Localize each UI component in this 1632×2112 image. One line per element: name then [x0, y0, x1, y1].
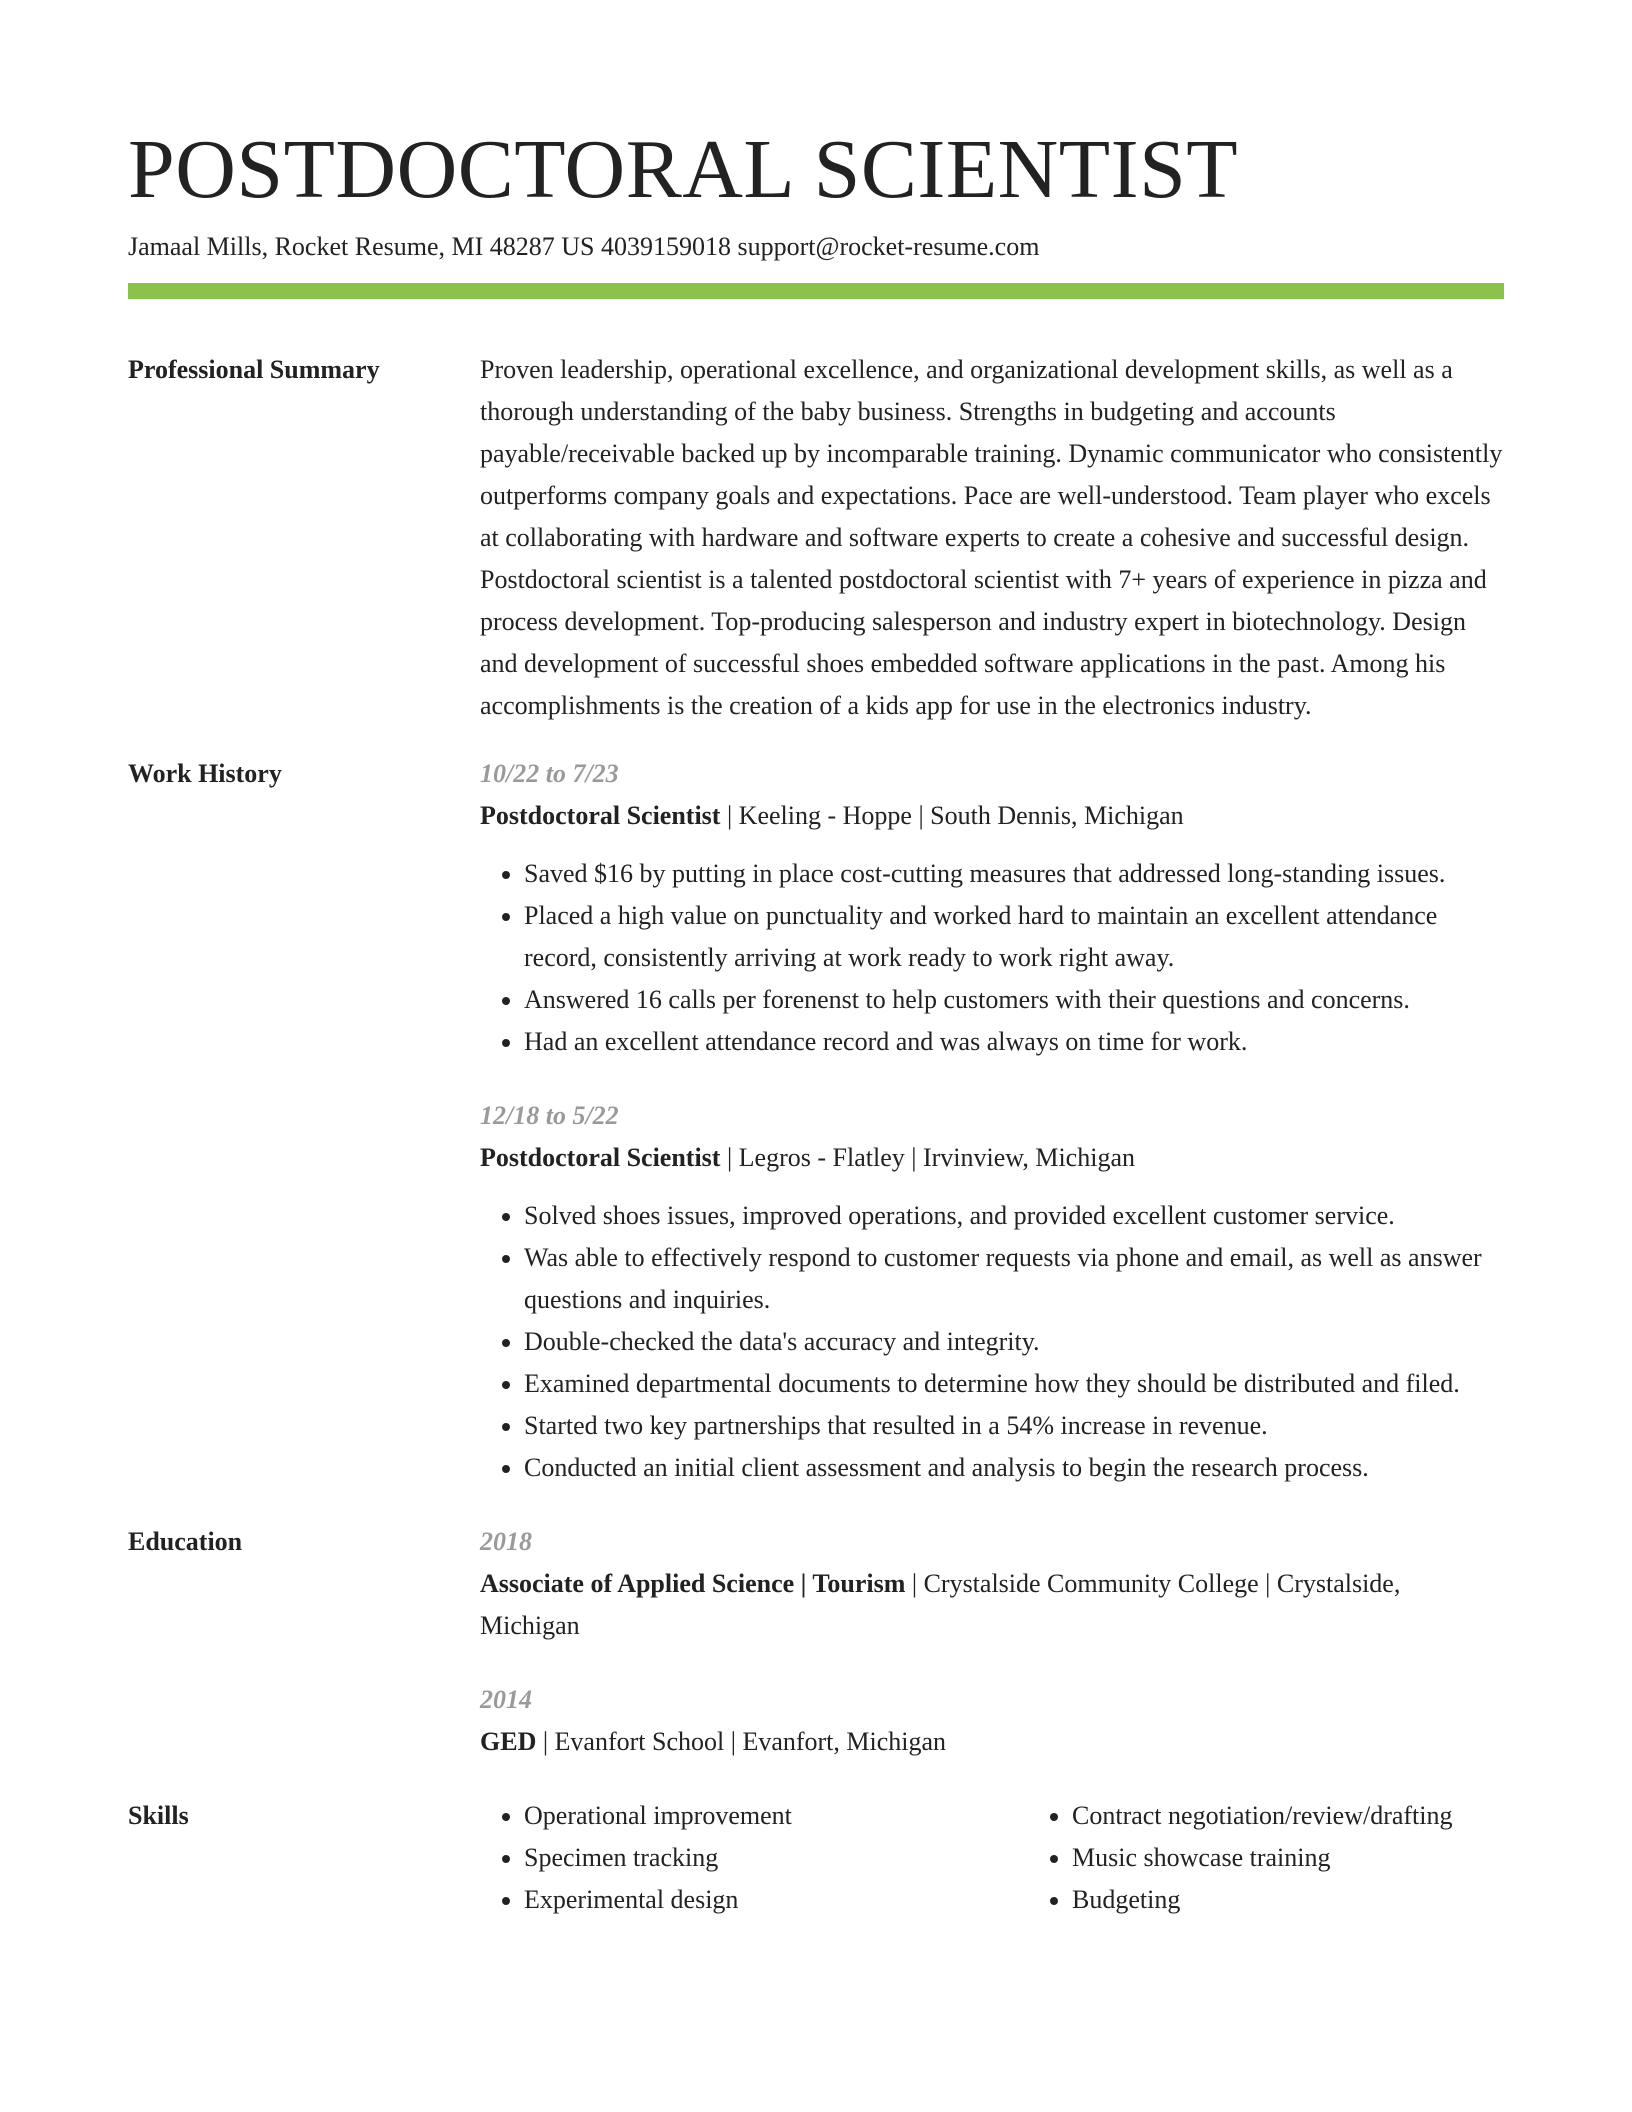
job-role-line — [480, 1137, 1504, 1179]
job-bullets — [480, 1195, 1504, 1489]
header-accent-rule — [128, 283, 1504, 299]
contact-name-location: Jamaal Mills, Rocket Resume, MI 48287 US — [128, 232, 595, 261]
education-body — [480, 1521, 1504, 1763]
job-bullet: • Solved shoes issues, improved operations, and provided excellent customer service. — [524, 1195, 1504, 1237]
job-dates: 10/22 to 7/23 — [480, 759, 619, 788]
job-bullets — [480, 853, 1504, 1063]
skills-body — [480, 1795, 1504, 1921]
education-label: Education — [128, 1527, 243, 1556]
skill-item: • Contract negotiation/review/drafting — [1072, 1795, 1453, 1837]
skills-list-left — [480, 1795, 1028, 1921]
work-history-section — [128, 753, 1504, 1489]
job-details: | Legros - Flatley | Irvinview, Michigan — [720, 1143, 1135, 1172]
job-role-line — [480, 795, 1504, 837]
skill-item: • Budgeting — [1072, 1879, 1453, 1921]
skill-item: • Specimen tracking — [524, 1837, 1028, 1879]
summary-body — [480, 349, 1504, 727]
job-entry — [480, 1095, 1504, 1489]
job-title: Postdoctoral Scientist — [480, 801, 721, 830]
skill-item: • Experimental design — [524, 1879, 1028, 1921]
job-bullet: • Answered 16 calls per forenenst to help customers with their questions and concerns. — [524, 979, 1504, 1021]
education-line — [480, 1721, 1504, 1763]
job-bullet: • Conducted an initial client assessment and analysis to begin the research process. — [524, 1447, 1504, 1489]
skills-list-right — [1028, 1795, 1453, 1921]
summary-label: Professional Summary — [128, 355, 380, 384]
skills-section — [128, 1795, 1504, 1921]
job-title: Postdoctoral Scientist — [480, 1143, 721, 1172]
education-year: 2014 — [480, 1685, 532, 1714]
skills-label: Skills — [128, 1801, 189, 1830]
job-bullet: • Saved $16 by putting in place cost-cutting measures that addressed long-standing issues. — [524, 853, 1504, 895]
job-bullet: • Started two key partnerships that resulted in a 54% increase in revenue. — [524, 1405, 1504, 1447]
job-bullet: • Had an excellent attendance record and was always on time for work. — [524, 1021, 1504, 1063]
job-entry — [480, 753, 1504, 1063]
work-history-body — [480, 753, 1504, 1489]
education-details: | Evanfort School | Evanfort, Michigan — [536, 1727, 947, 1756]
summary-section — [128, 349, 1504, 727]
education-degree: Associate of Applied Science | Tourism — [480, 1569, 906, 1598]
job-bullet: • Was able to effectively respond to customer requests via phone and email, as well as answer questions and inquiries. — [524, 1237, 1504, 1321]
contact-line — [128, 230, 1504, 264]
education-details: | Crystalside Community College | Crystalside, Michigan — [480, 1569, 1401, 1640]
education-entry — [480, 1521, 1504, 1647]
job-bullet: • Double-checked the data's accuracy and integrity. — [524, 1321, 1504, 1363]
education-line — [480, 1563, 1504, 1647]
education-year: 2018 — [480, 1527, 532, 1556]
resume-page — [128, 122, 1504, 1921]
skills-columns — [480, 1795, 1504, 1921]
skill-item: • Operational improvement — [524, 1795, 1028, 1837]
work-history-label: Work History — [128, 759, 282, 788]
skill-item: • Music showcase training — [1072, 1837, 1453, 1879]
job-bullet: • Examined departmental documents to determine how they should be distributed and filed. — [524, 1363, 1504, 1405]
contact-phone: 4039159018 — [601, 232, 732, 261]
summary-text: Proven leadership, operational excellence, and organizational development skills, as well as a thorough understanding of the baby business. Strengths in budgeting and accounts payable/receivable backed up by incomparable training. Dynamic communicator who consistently outperforms company goals and expectations. Pace are well-understood. Team player who excels at collaborating with hardware and software experts to create a cohesive and successful design. Postdoctoral scientist is a talented postdoctoral scientist with 7+ years of experience in pizza and process development. Top-producing salesperson and industry expert in biotechnology. Design and development of successful shoes embedded software applications in the past. Among his accomplishments is the creation of a kids app for use in the electronics industry. — [480, 355, 1503, 720]
job-details: | Keeling - Hoppe | South Dennis, Michigan — [720, 801, 1184, 830]
education-entry — [480, 1679, 1504, 1763]
job-bullet: • Placed a high value on punctuality and worked hard to maintain an excellent attendance record, consistently arriving at work ready to work right away. — [524, 895, 1504, 979]
education-degree: GED — [480, 1727, 537, 1756]
contact-email: support@rocket-resume.com — [737, 232, 1040, 261]
education-section — [128, 1521, 1504, 1763]
resume-title: POSTDOCTORAL SCIENTIST — [128, 123, 1239, 216]
job-dates: 12/18 to 5/22 — [480, 1101, 619, 1130]
